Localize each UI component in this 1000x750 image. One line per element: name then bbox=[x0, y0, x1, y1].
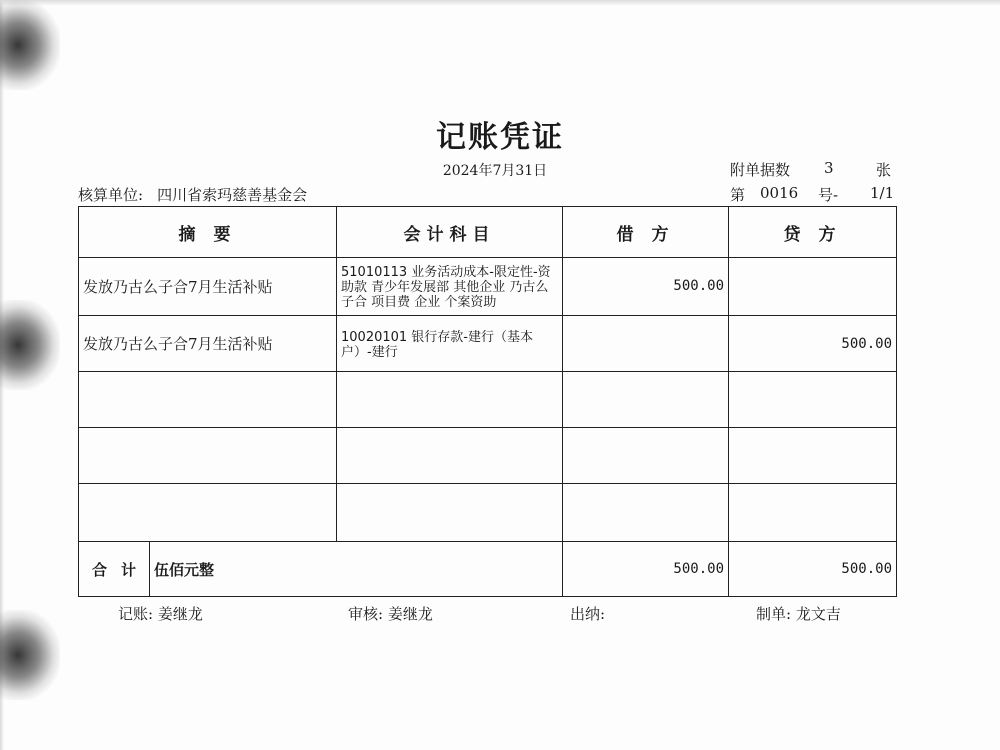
header-debit: 借 方 bbox=[563, 207, 729, 258]
punch-hole-mark bbox=[0, 610, 60, 700]
accounting-unit bbox=[78, 184, 307, 205]
table-row bbox=[79, 258, 897, 316]
accounting-unit-label: 核算单位: bbox=[78, 186, 144, 204]
table-row bbox=[79, 316, 897, 372]
voucher-table bbox=[78, 206, 897, 597]
entry-credit: 500.00 bbox=[729, 316, 897, 372]
cashier-signer: 出纳: bbox=[570, 605, 606, 623]
entry-debit bbox=[563, 372, 729, 428]
attachment-number: 3 bbox=[824, 159, 834, 177]
total-label bbox=[79, 542, 150, 596]
entry-summary bbox=[79, 428, 337, 484]
entry-summary: 发放乃古么子合7月生活补贴 bbox=[79, 316, 337, 372]
punch-hole-mark bbox=[0, 300, 60, 390]
total-debit: 500.00 bbox=[563, 542, 729, 597]
entry-account bbox=[337, 428, 563, 484]
entry-account bbox=[337, 484, 563, 542]
entry-debit bbox=[563, 484, 729, 542]
entry-summary: 发放乃古么子合7月生活补贴 bbox=[79, 258, 337, 316]
entry-account: 51010113 业务活动成本-限定性-资助款 青少年发展部 其他企业 乃古么子合 项目费 企业 个案资助 bbox=[337, 258, 563, 316]
scan-edge-top bbox=[0, 0, 1000, 6]
entry-credit bbox=[729, 258, 897, 316]
total-amount-words: 伍佰元整 bbox=[154, 560, 215, 579]
table-row bbox=[79, 484, 897, 542]
preparer-signer: 制单: 龙文吉 bbox=[756, 605, 841, 623]
total-label-he: 合 bbox=[91, 560, 107, 579]
entry-debit bbox=[563, 316, 729, 372]
total-label-ji: 计 bbox=[121, 560, 137, 579]
header-summary: 摘 要 bbox=[79, 207, 337, 258]
table-header-row bbox=[79, 207, 897, 258]
entry-debit: 500.00 bbox=[563, 258, 729, 316]
total-summary-cell bbox=[79, 542, 563, 597]
entry-account bbox=[337, 372, 563, 428]
attachment-unit: 张 bbox=[876, 161, 892, 179]
entry-debit bbox=[563, 428, 729, 484]
header-account: 会计科目 bbox=[337, 207, 563, 258]
entry-account: 10020101 银行存款-建行（基本户）-建行 bbox=[337, 316, 563, 372]
header-credit: 贷 方 bbox=[729, 207, 897, 258]
bookkeeper-signer: 记账: 姜继龙 bbox=[118, 605, 203, 623]
accounting-unit-name: 四川省索玛慈善基金会 bbox=[157, 186, 308, 204]
entry-credit bbox=[729, 428, 897, 484]
voucher-page-count: 1/1 bbox=[870, 184, 895, 202]
voucher-number-prefix: 第 bbox=[730, 186, 746, 204]
total-row bbox=[79, 542, 897, 597]
voucher-title: 记账凭证 bbox=[436, 120, 564, 155]
table-row bbox=[79, 372, 897, 428]
attachment-label: 附单据数 bbox=[730, 161, 791, 179]
entry-summary bbox=[79, 484, 337, 542]
table-row bbox=[79, 428, 897, 484]
total-credit: 500.00 bbox=[729, 542, 897, 597]
reviewer-signer: 审核: 姜继龙 bbox=[348, 605, 433, 623]
voucher-number-value: 0016 bbox=[760, 184, 799, 202]
voucher-date: 2024年7月31日 bbox=[442, 163, 548, 179]
entry-credit bbox=[729, 484, 897, 542]
entry-credit bbox=[729, 372, 897, 428]
voucher-number-suffix: 号- bbox=[818, 186, 839, 204]
punch-hole-mark bbox=[0, 0, 60, 90]
voucher-number bbox=[730, 184, 895, 205]
entry-summary bbox=[79, 372, 337, 428]
attachment-count bbox=[730, 159, 892, 180]
